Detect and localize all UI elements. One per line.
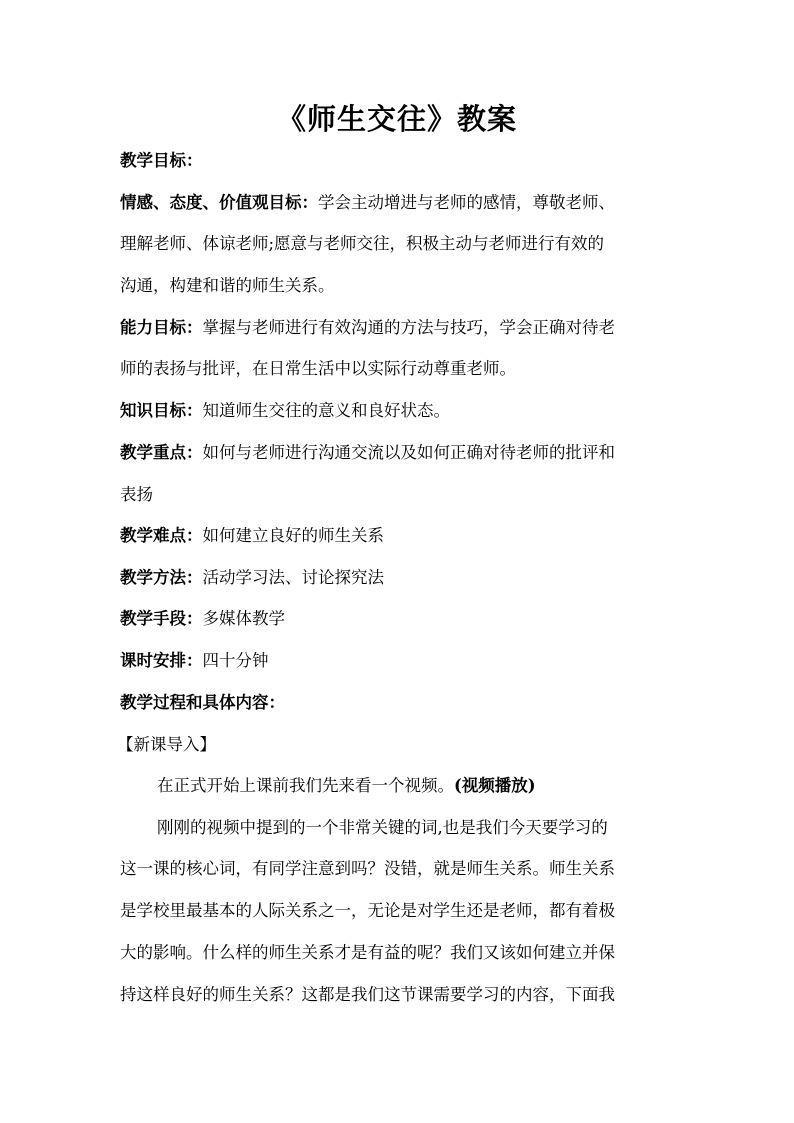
paragraph-1-text: 在正式开始上课前我们先来看一个视频。 [157,776,454,795]
key-points-line-1 [120,443,690,463]
knowledge-objective-line [120,401,690,421]
paragraph-2-text-3: 是学校里最基本的人际关系之一，无论是对学生还是老师，都有着极 [120,901,615,920]
process-heading-label: 教学过程和具体内容： [120,693,285,712]
schedule-text: 四十分钟 [202,651,269,670]
key-points-label: 教学重点： [120,443,203,462]
paragraph-2-text-1: 刚刚的视频中提到的一个非常关键的词,也是我们今天要学习的 [157,818,608,837]
document-title: 《师生交往》教案 [276,102,517,136]
paragraph-2-text-2: 这一课的核心词，有同学注意到吗？没错，就是师生关系。师生关系 [120,859,615,878]
schedule-label: 课时安排： [120,651,203,670]
paragraph-2-line-1 [157,818,690,838]
paragraph-2-text-4: 大的影响。什么样的师生关系才是有益的呢？我们又该如何建立并保 [120,943,615,962]
affective-objective-text-3: 沟通，构建和谐的师生关系。 [120,276,335,295]
affective-objective-line-1 [120,193,690,213]
paragraph-1 [157,776,690,796]
ability-objective-label: 能力目标： [120,318,203,337]
methods-line [120,568,690,588]
paragraph-2-line-4 [120,943,690,963]
paragraph-2-line-3 [120,901,690,921]
affective-objective-line-2 [120,234,690,254]
key-points-text-1: 如何与老师进行沟通交流以及如何正确对待老师的批评和 [202,443,615,462]
means-text: 多媒体教学 [202,609,285,628]
section-intro-label: 【新课导入】 [117,735,216,754]
key-points-line-2 [120,485,690,505]
affective-objective-text-1: 学会主动增进与老师的感情，尊敬老师、 [318,193,615,212]
methods-label: 教学方法： [120,568,203,587]
schedule-line [120,651,690,671]
difficulty-text: 如何建立良好的师生关系 [202,526,384,545]
paragraph-2-line-5 [120,985,690,1005]
key-points-text-2: 表扬 [120,485,153,504]
paragraph-1-emphasis: (视频播放) [454,776,536,795]
paragraph-2-line-2 [120,859,690,879]
knowledge-objective-label: 知识目标： [120,401,203,420]
ability-objective-line-1 [120,318,690,338]
affective-objective-text-2: 理解老师、体谅老师;愿意与老师交往，积极主动与老师进行有效的 [120,234,605,253]
means-label: 教学手段： [120,609,203,628]
paragraph-2-text-5: 持这样良好的师生关系？这都是我们这节课需要学习的内容，下面我 [120,985,615,1004]
ability-objective-line-2 [120,359,690,379]
ability-objective-text-1: 掌握与老师进行有效沟通的方法与技巧，学会正确对待老 [202,318,615,337]
affective-objective-line-3 [120,276,690,296]
difficulty-line [120,526,690,546]
section-intro-heading [117,735,687,755]
ability-objective-text-2: 师的表扬与批评，在日常生活中以实际行动尊重老师。 [120,359,516,378]
affective-objective-label: 情感、态度、价值观目标： [120,193,318,212]
objectives-heading [120,151,690,171]
knowledge-objective-text: 知道师生交往的意义和良好状态。 [202,401,450,420]
difficulty-label: 教学难点： [120,526,203,545]
methods-text: 活动学习法、讨论探究法 [202,568,384,587]
process-heading [120,693,690,713]
objectives-heading-label: 教学目标： [120,151,203,170]
means-line [120,609,690,629]
